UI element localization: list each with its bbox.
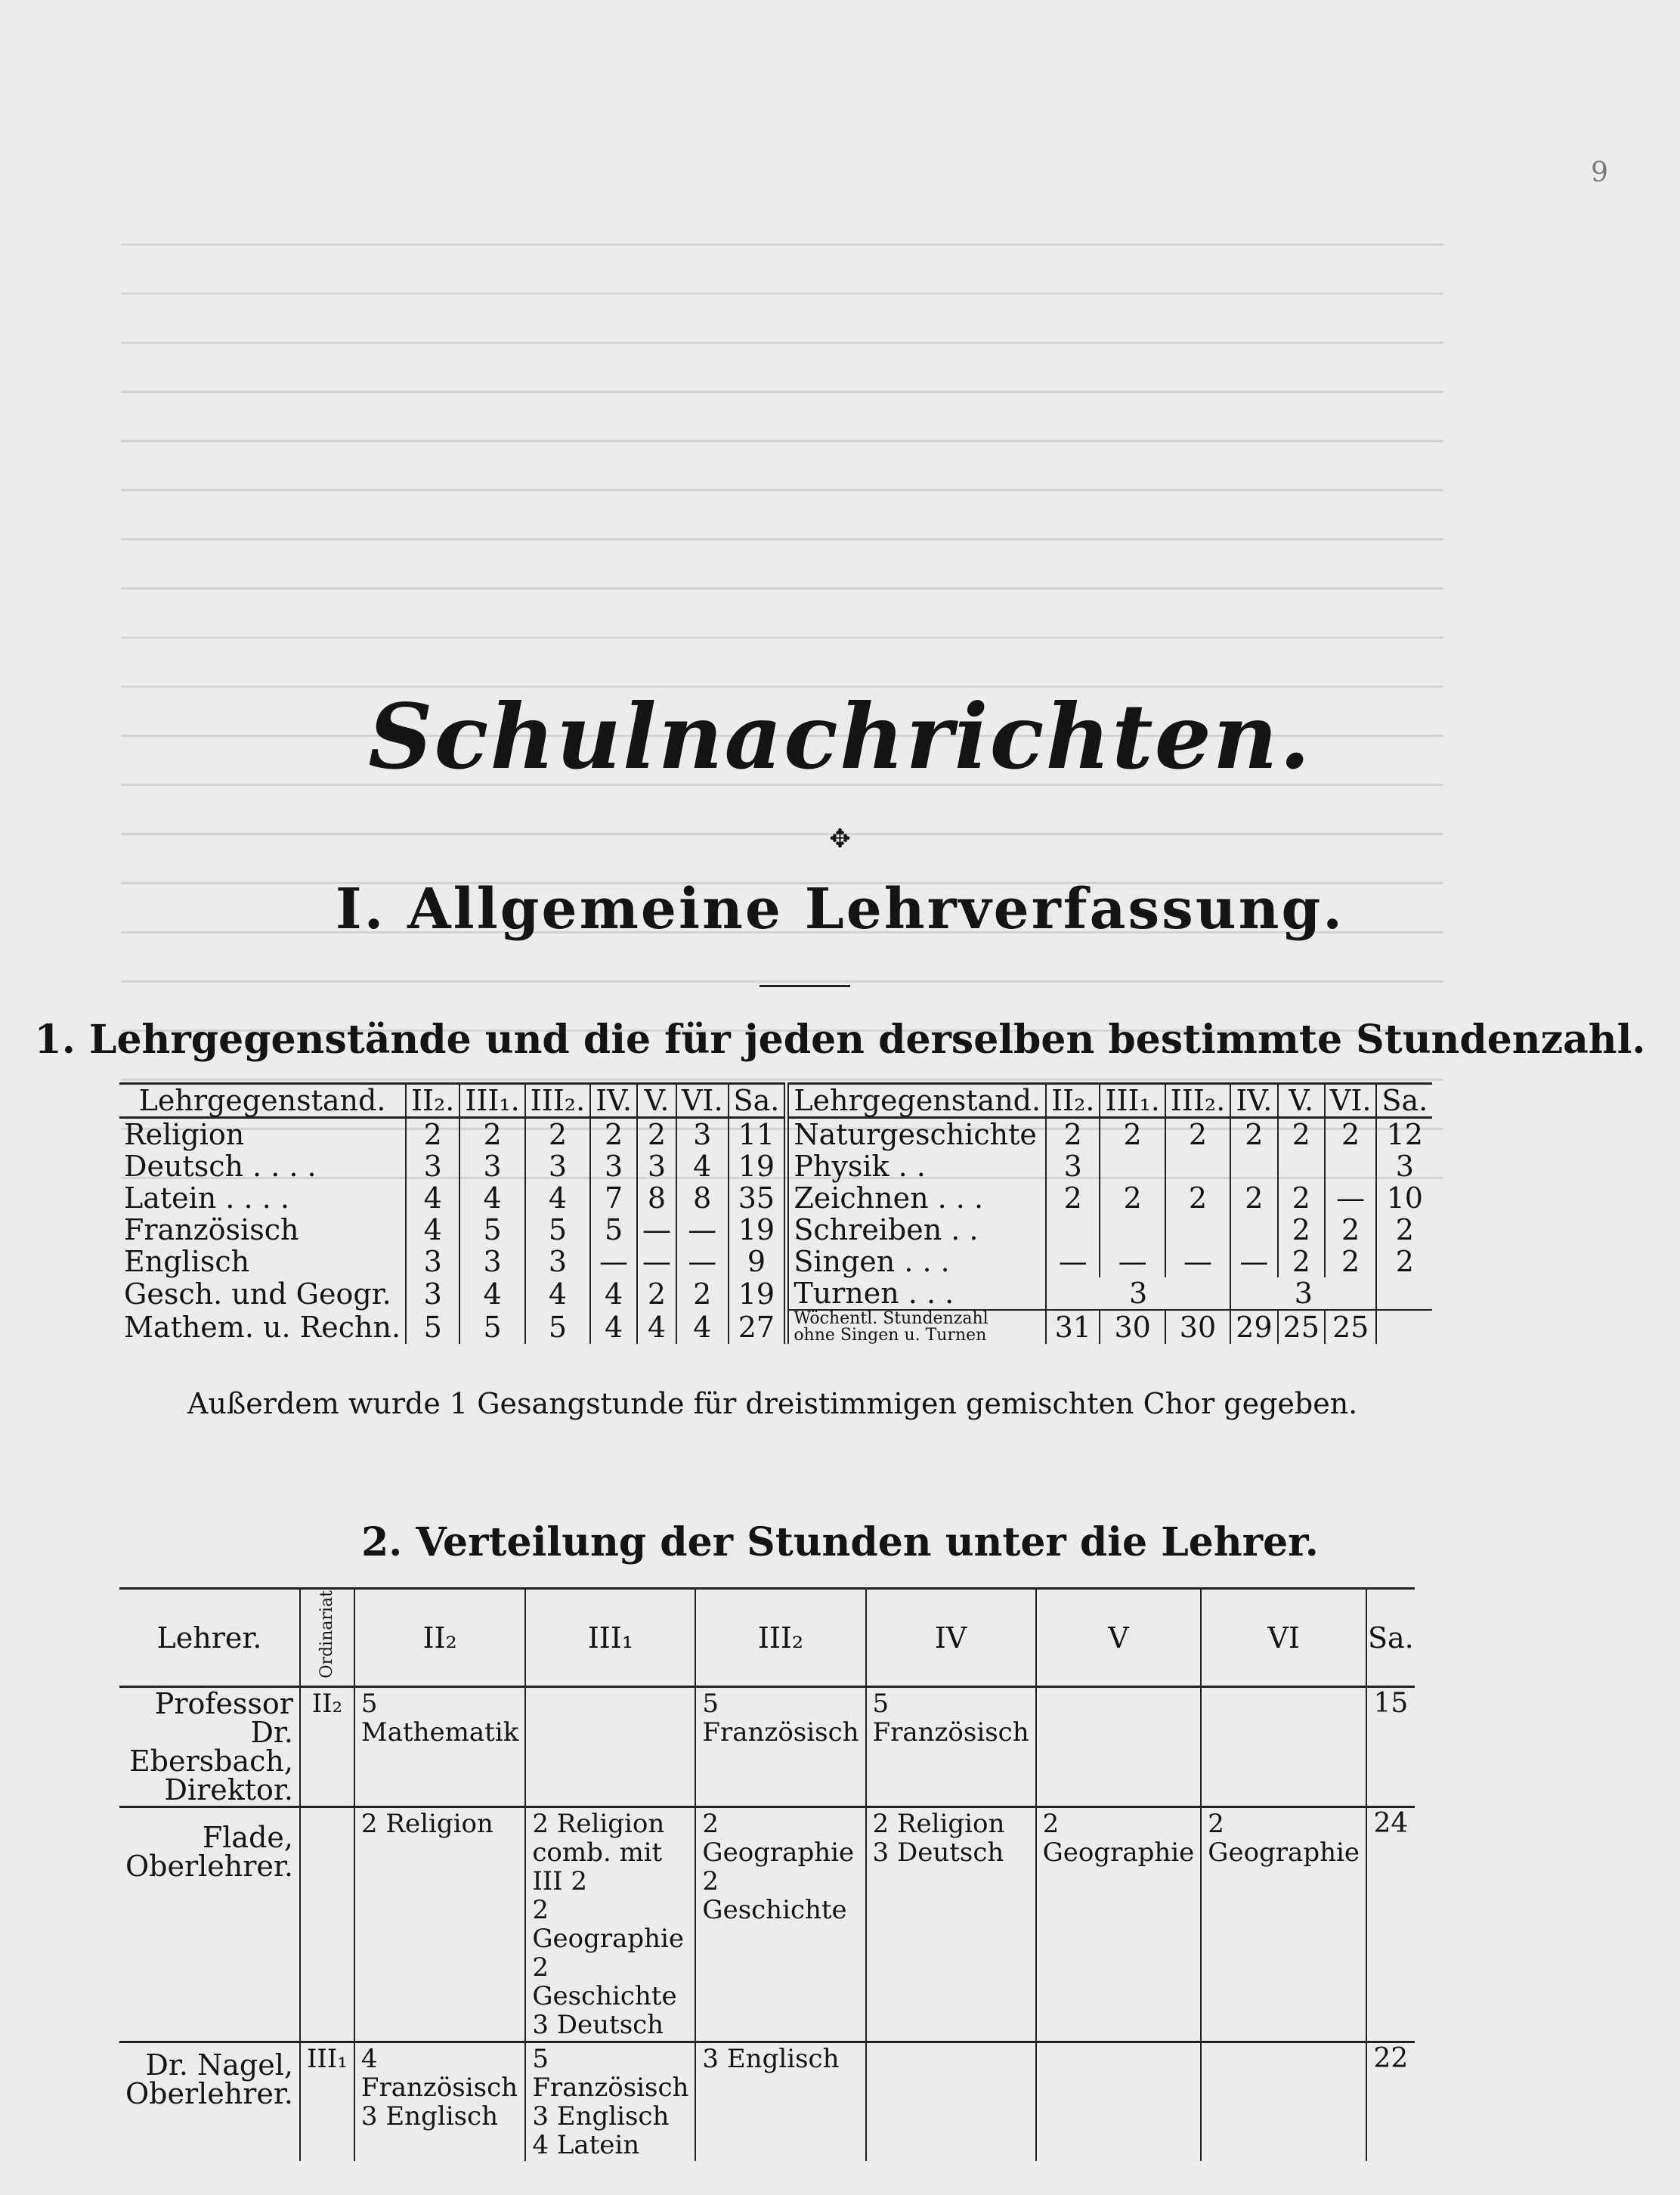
table-row xyxy=(119,1687,1415,1807)
class-cell xyxy=(525,1687,695,1807)
hours-cell: 2 xyxy=(1278,1182,1325,1214)
hours-cell: 3 xyxy=(459,1246,524,1277)
class-cell xyxy=(1201,1687,1366,1807)
hours-cell: 5 xyxy=(590,1214,637,1246)
ornament-icon: ✥ xyxy=(829,824,851,854)
sum-cell: 12 xyxy=(1376,1118,1432,1151)
subject-cell: Deutsch . . . . xyxy=(124,1150,317,1183)
hours-cell: — xyxy=(1165,1246,1230,1277)
assignment: 2 Religion comb. mit III 2 xyxy=(532,1809,665,1897)
sum-cell: 19 xyxy=(729,1150,787,1182)
table-row xyxy=(119,2042,1415,2162)
table-row xyxy=(119,1246,1432,1277)
teacher-line: Oberlehrer. xyxy=(125,2077,293,2111)
table-row xyxy=(119,1150,1432,1182)
hours-cell: 2 xyxy=(525,1118,590,1151)
hours-cell: 2 xyxy=(1046,1182,1100,1214)
hours-cell xyxy=(1230,1214,1277,1246)
table-header-row xyxy=(119,1084,1432,1118)
weekly-hours-cell: 25 xyxy=(1278,1310,1325,1344)
sum-cell: 10 xyxy=(1376,1182,1432,1214)
header-col: IV. xyxy=(1230,1084,1277,1118)
subject-cell: Englisch xyxy=(124,1245,250,1278)
subjects-hours-table xyxy=(119,1082,1432,1344)
teacher-distribution-table xyxy=(119,1587,1415,2161)
subject-cell: Gesch. und Geogr. xyxy=(124,1277,391,1311)
hours-cell xyxy=(1046,1214,1100,1246)
header-col: IV xyxy=(866,1589,1036,1687)
weekly-hours-sum-cell xyxy=(1376,1310,1432,1344)
sum-cell: 22 xyxy=(1366,2042,1415,2162)
teacher-line: Professor xyxy=(154,1687,293,1721)
hours-cell: 2 xyxy=(459,1118,524,1151)
hours-cell: — xyxy=(1230,1246,1277,1277)
header-col: III₂. xyxy=(1165,1084,1230,1118)
hours-cell: 8 xyxy=(637,1182,676,1214)
header-teacher: Lehrer. xyxy=(119,1589,300,1687)
subheading-teachers: 2. Verteilung der Stunden unter die Lehrer. xyxy=(361,1519,1319,1565)
subject-cell: Zeichnen . . . xyxy=(794,1181,984,1215)
class-cell xyxy=(525,2042,695,2162)
subject-cell: Naturgeschichte xyxy=(794,1118,1037,1151)
header-col: V. xyxy=(637,1084,676,1118)
assignment: 2 Geographie xyxy=(702,1809,855,1868)
assignment: 3 Englisch xyxy=(360,2101,498,2132)
sum-cell: 19 xyxy=(729,1214,787,1246)
ordinariat-label: Ordinariat xyxy=(317,1590,337,1679)
page-number: 9 xyxy=(1591,157,1608,188)
hours-cell: 5 xyxy=(459,1310,524,1344)
hours-cell xyxy=(1230,1150,1277,1182)
ordinariat-cell: III₁ xyxy=(300,2042,354,2162)
class-cell xyxy=(354,1807,525,2042)
sum-cell: 19 xyxy=(729,1277,787,1310)
hours-cell: — xyxy=(590,1246,637,1277)
hours-cell: 2 xyxy=(1230,1182,1277,1214)
hours-cell: 5 xyxy=(459,1214,524,1246)
hours-cell: 2 xyxy=(1230,1118,1277,1151)
hours-cell: 2 xyxy=(1100,1118,1165,1151)
assignment: 3 Englisch xyxy=(532,2101,670,2132)
teacher-line: Dr. Nagel, xyxy=(145,2048,293,2082)
table-row xyxy=(119,1807,1415,2042)
class-cell xyxy=(695,2042,865,2162)
class-cell xyxy=(1201,1807,1366,2042)
teacher-cell xyxy=(119,1687,300,1807)
hours-cell: 5 xyxy=(525,1310,590,1344)
subject-cell: Französisch xyxy=(124,1213,299,1246)
class-cell xyxy=(354,2042,525,2162)
class-cell xyxy=(1036,2042,1202,2162)
assignment: 2 Geschichte xyxy=(702,1866,847,1926)
hours-cell: 3 xyxy=(1046,1277,1230,1310)
sum-cell: 3 xyxy=(1376,1150,1432,1182)
choir-note: Außerdem wurde 1 Gesangstunde für dreistimmigen gemischten Chor gegeben. xyxy=(187,1387,1358,1420)
assignment: 3 Deutsch xyxy=(872,1837,1004,1868)
hours-cell: — xyxy=(1325,1182,1377,1214)
hours-cell: 8 xyxy=(676,1182,729,1214)
assignment: 5 Mathematik xyxy=(360,1689,519,1748)
subject-cell: Physik . . xyxy=(794,1150,926,1183)
weekly-hours-cell: 31 xyxy=(1046,1310,1100,1344)
hours-cell: 2 xyxy=(406,1118,459,1151)
hours-cell: 4 xyxy=(525,1277,590,1310)
hours-cell: 4 xyxy=(637,1310,676,1344)
hours-cell: 2 xyxy=(1100,1182,1165,1214)
table-row xyxy=(119,1214,1432,1246)
class-cell xyxy=(1201,2042,1366,2162)
hours-cell: 2 xyxy=(1165,1118,1230,1151)
hours-cell: 2 xyxy=(1278,1118,1325,1151)
sum-cell xyxy=(1376,1277,1432,1310)
subject-cell: Schreiben . . xyxy=(794,1213,979,1246)
assignment: 5 Französisch xyxy=(702,1689,859,1748)
subheading-subjects: 1. Lehrgegenstände und die für jeden derselben bestimmte Stundenzahl. xyxy=(34,1017,1646,1063)
weekly-hours-cell: 29 xyxy=(1230,1310,1277,1344)
assignment: 2 Geschichte xyxy=(532,1952,677,2012)
class-cell xyxy=(1036,1807,1202,2042)
hours-cell: — xyxy=(676,1246,729,1277)
assignment: 2 Religion xyxy=(360,1809,493,1840)
sum-cell: 2 xyxy=(1376,1214,1432,1246)
header-subject: Lehrgegenstand. xyxy=(789,1084,1046,1118)
subject-cell: Singen . . . xyxy=(794,1245,950,1278)
class-cell xyxy=(695,1687,865,1807)
table-row xyxy=(119,1182,1432,1214)
header-col: II₂. xyxy=(406,1084,459,1118)
hours-cell: 4 xyxy=(590,1310,637,1344)
hours-cell: 5 xyxy=(525,1214,590,1246)
header-col: VI xyxy=(1201,1589,1366,1687)
hours-cell: 4 xyxy=(676,1310,729,1344)
hours-cell: 3 xyxy=(525,1150,590,1182)
header-col: V. xyxy=(1278,1084,1325,1118)
teacher-cell xyxy=(119,1807,300,2042)
header-col: III₂ xyxy=(695,1589,865,1687)
header-ordinariat xyxy=(300,1589,354,1687)
hours-cell: 4 xyxy=(459,1277,524,1310)
hours-cell xyxy=(1100,1214,1165,1246)
hours-cell: 3 xyxy=(590,1150,637,1182)
hours-cell: 2 xyxy=(1325,1118,1377,1151)
weekly-hours-cell: 30 xyxy=(1100,1310,1165,1344)
assignment: 3 Englisch xyxy=(702,2044,840,2075)
hours-cell: 3 xyxy=(1230,1277,1376,1310)
hours-cell: — xyxy=(637,1246,676,1277)
hours-cell: 2 xyxy=(1325,1214,1377,1246)
hours-cell: 3 xyxy=(459,1150,524,1182)
weekly-label-line: Wöchentl. Stundenzahl xyxy=(794,1309,989,1328)
hours-cell: 2 xyxy=(1046,1118,1100,1151)
hours-cell: 2 xyxy=(676,1277,729,1310)
weekly-label-line: ohne Singen u. Turnen xyxy=(794,1326,987,1345)
class-cell xyxy=(866,1687,1036,1807)
header-col: II₂. xyxy=(1046,1084,1100,1118)
header-col: III₁. xyxy=(459,1084,524,1118)
header-col: Sa. xyxy=(1376,1084,1432,1118)
table-row xyxy=(119,1277,1432,1310)
assignment: 2 Religion xyxy=(872,1809,1005,1840)
weekly-hours-cell: 25 xyxy=(1325,1310,1377,1344)
hours-cell: 4 xyxy=(590,1277,637,1310)
hours-cell: 3 xyxy=(406,1277,459,1310)
divider xyxy=(760,985,850,987)
class-cell xyxy=(695,1807,865,2042)
class-cell xyxy=(866,2042,1036,2162)
header-col: IV. xyxy=(590,1084,637,1118)
header-col: III₁. xyxy=(1100,1084,1165,1118)
hours-cell: — xyxy=(676,1214,729,1246)
class-cell xyxy=(354,1687,525,1807)
teacher-line: Oberlehrer. xyxy=(125,1850,293,1884)
sum-cell: 2 xyxy=(1376,1246,1432,1277)
hours-cell: 3 xyxy=(406,1246,459,1277)
hours-cell: 4 xyxy=(406,1214,459,1246)
hours-cell xyxy=(1100,1150,1165,1182)
subject-cell: Turnen . . . xyxy=(794,1277,954,1310)
teacher-line: Flade, xyxy=(202,1821,293,1855)
weekly-hours-label xyxy=(789,1310,1046,1344)
hours-cell: — xyxy=(637,1214,676,1246)
ordinariat-cell xyxy=(300,1807,354,2042)
assignment: 5 Französisch xyxy=(872,1689,1029,1748)
header-col: VI. xyxy=(1325,1084,1377,1118)
table-row xyxy=(119,1118,1432,1151)
hours-cell: 2 xyxy=(1165,1182,1230,1214)
hours-cell: 3 xyxy=(1046,1150,1100,1182)
hours-cell: 4 xyxy=(676,1150,729,1182)
hours-cell: 2 xyxy=(1278,1246,1325,1277)
hours-cell: 4 xyxy=(459,1182,524,1214)
hours-cell xyxy=(1165,1214,1230,1246)
assignment: 2 Geographie xyxy=(1208,1809,1360,1868)
sum-cell: 24 xyxy=(1366,1807,1415,2042)
hours-cell: 2 xyxy=(1325,1246,1377,1277)
subject-cell: Mathem. u. Rechn. xyxy=(124,1310,401,1344)
teacher-line: Direktor. xyxy=(164,1773,293,1807)
hours-cell: 5 xyxy=(406,1310,459,1344)
header-col: III₁ xyxy=(525,1589,695,1687)
subject-cell: Religion xyxy=(124,1118,245,1151)
hours-cell: 7 xyxy=(590,1182,637,1214)
sum-cell: 27 xyxy=(729,1310,787,1344)
sum-cell: 9 xyxy=(729,1246,787,1277)
header-col: III₂. xyxy=(525,1084,590,1118)
hours-cell: 2 xyxy=(637,1118,676,1151)
sum-cell: 15 xyxy=(1366,1687,1415,1807)
class-cell xyxy=(866,1807,1036,2042)
hours-cell xyxy=(1165,1150,1230,1182)
subject-cell: Latein . . . . xyxy=(124,1181,289,1215)
header-subject: Lehrgegenstand. xyxy=(119,1084,406,1118)
hours-cell: — xyxy=(1046,1246,1100,1277)
header-col: Sa. xyxy=(1366,1589,1415,1687)
hours-cell: 2 xyxy=(1278,1214,1325,1246)
weekly-hours-cell: 30 xyxy=(1165,1310,1230,1344)
assignment: 2 Geographie xyxy=(532,1895,685,1955)
header-col: VI. xyxy=(676,1084,729,1118)
hours-cell xyxy=(1278,1150,1325,1182)
teacher-cell xyxy=(119,2042,300,2162)
table-row xyxy=(119,1310,1432,1344)
header-col: II₂ xyxy=(354,1589,525,1687)
assignment: 5 Französisch xyxy=(532,2044,689,2104)
assignment: 4 Latein xyxy=(532,2130,640,2161)
header-col: Sa. xyxy=(729,1084,787,1118)
page-title: Schulnachrichten. xyxy=(368,684,1312,789)
hours-cell xyxy=(1325,1150,1377,1182)
assignment: 2 Geographie xyxy=(1042,1809,1195,1868)
section-heading: I. Allgemeine Lehrverfassung. xyxy=(336,877,1344,942)
class-cell xyxy=(525,1807,695,2042)
sum-cell: 11 xyxy=(729,1118,787,1151)
hours-cell: 2 xyxy=(637,1277,676,1310)
sum-cell: 35 xyxy=(729,1182,787,1214)
hours-cell: 3 xyxy=(676,1118,729,1151)
table-header-row xyxy=(119,1589,1415,1687)
hours-cell: 4 xyxy=(525,1182,590,1214)
teacher-line: Dr. Ebersbach, xyxy=(128,1716,293,1779)
assignment: 4 Französisch xyxy=(360,2044,518,2104)
header-col: V xyxy=(1036,1589,1202,1687)
hours-cell: 3 xyxy=(406,1150,459,1182)
hours-cell: 3 xyxy=(525,1246,590,1277)
hours-cell: 3 xyxy=(637,1150,676,1182)
hours-cell: — xyxy=(1100,1246,1165,1277)
ordinariat-cell: II₂ xyxy=(300,1687,354,1807)
class-cell xyxy=(1036,1687,1202,1807)
hours-cell: 4 xyxy=(406,1182,459,1214)
hours-cell: 2 xyxy=(590,1118,637,1151)
assignment: 3 Deutsch xyxy=(532,2010,664,2041)
